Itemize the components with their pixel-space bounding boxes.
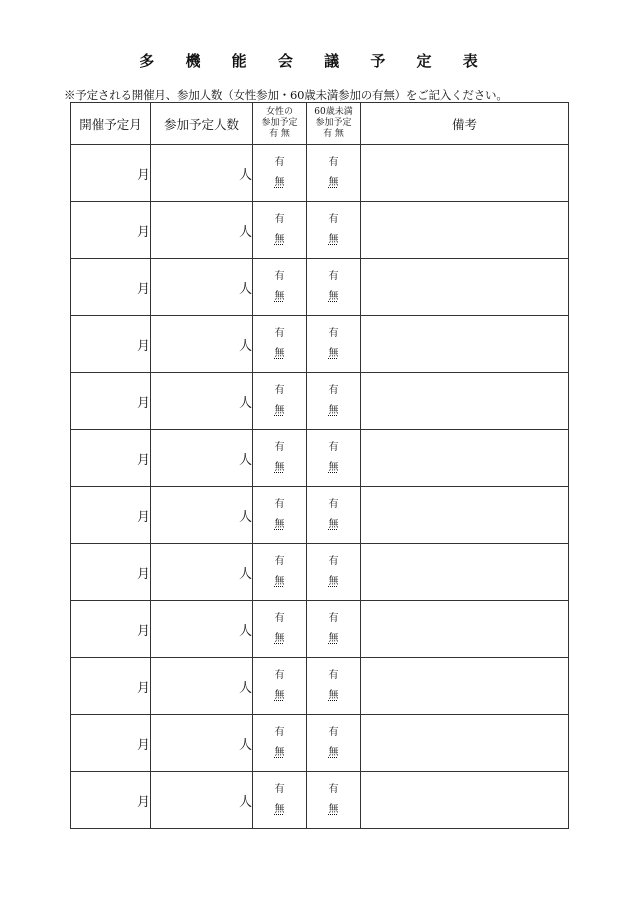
under60-yes-no-cell[interactable] (307, 259, 361, 316)
month-cell[interactable] (71, 373, 151, 430)
under60-no[interactable]: 無 (328, 576, 339, 587)
month-unit: 月 (136, 395, 150, 411)
under60-no[interactable]: 無 (328, 348, 339, 359)
table-row (71, 715, 569, 772)
women-no[interactable]: 無 (274, 177, 285, 188)
women-yes-no-cell[interactable] (253, 145, 307, 202)
month-unit: 月 (136, 509, 150, 525)
women-yes[interactable]: 有 (274, 556, 285, 567)
people-unit: 人 (238, 167, 252, 183)
remarks-cell[interactable] (361, 487, 569, 544)
instruction-note: ※予定される開催月、参加人数（女性参加・60歳未満参加の有無）をご記入ください。 (64, 88, 508, 102)
under60-yes-no-cell[interactable] (307, 715, 361, 772)
under60-no[interactable]: 無 (328, 633, 339, 644)
under60-yes[interactable]: 有 (328, 613, 339, 624)
under60-yes[interactable]: 有 (328, 556, 339, 567)
month-unit: 月 (136, 794, 150, 810)
month-cell[interactable] (71, 202, 151, 259)
under60-yes[interactable]: 有 (328, 157, 339, 168)
month-cell[interactable] (71, 601, 151, 658)
month-unit: 月 (136, 338, 150, 354)
remarks-cell[interactable] (361, 715, 569, 772)
people-cell[interactable] (151, 715, 253, 772)
under60-yes[interactable]: 有 (328, 385, 339, 396)
header-under60 (307, 103, 361, 145)
people-cell[interactable] (151, 601, 253, 658)
table-row (71, 202, 569, 259)
under60-yes[interactable]: 有 (328, 784, 339, 795)
women-no[interactable]: 無 (274, 234, 285, 245)
under60-yes-no-cell[interactable] (307, 202, 361, 259)
women-no[interactable]: 無 (274, 462, 285, 473)
women-yes[interactable]: 有 (274, 328, 285, 339)
under60-yes-no-cell[interactable] (307, 430, 361, 487)
under60-no[interactable]: 無 (328, 519, 339, 530)
month-cell[interactable] (71, 430, 151, 487)
month-cell[interactable] (71, 145, 151, 202)
women-no[interactable]: 無 (274, 633, 285, 644)
women-yes[interactable]: 有 (274, 214, 285, 225)
people-unit: 人 (238, 566, 252, 582)
table-row (71, 373, 569, 430)
table-row (71, 316, 569, 373)
women-yes[interactable]: 有 (274, 157, 285, 168)
table-row (71, 487, 569, 544)
people-unit: 人 (238, 338, 252, 354)
under60-yes[interactable]: 有 (328, 442, 339, 453)
header-under60-line3: 有 無 (323, 129, 344, 139)
under60-yes[interactable]: 有 (328, 271, 339, 282)
table-row (71, 544, 569, 601)
people-unit: 人 (238, 224, 252, 240)
under60-yes-no-cell[interactable] (307, 487, 361, 544)
remarks-cell[interactable] (361, 658, 569, 715)
header-under60-line1: 60歳未満 (314, 107, 353, 117)
women-yes[interactable]: 有 (274, 271, 285, 282)
under60-yes[interactable]: 有 (328, 214, 339, 225)
women-no[interactable]: 無 (274, 747, 285, 758)
under60-no[interactable]: 無 (328, 690, 339, 701)
people-cell[interactable] (151, 487, 253, 544)
women-yes[interactable]: 有 (274, 727, 285, 738)
under60-no[interactable]: 無 (328, 177, 339, 188)
people-cell[interactable] (151, 145, 253, 202)
women-yes[interactable]: 有 (274, 442, 285, 453)
women-yes[interactable]: 有 (274, 499, 285, 510)
month-cell[interactable] (71, 715, 151, 772)
women-yes-no-cell[interactable] (253, 316, 307, 373)
table-row (71, 772, 569, 829)
people-cell[interactable] (151, 259, 253, 316)
under60-no[interactable]: 無 (328, 747, 339, 758)
under60-no[interactable]: 無 (328, 804, 339, 815)
header-remarks: 備考 (361, 103, 569, 145)
table-row (71, 145, 569, 202)
under60-yes-no-cell[interactable] (307, 373, 361, 430)
people-cell[interactable] (151, 202, 253, 259)
under60-yes-no-cell[interactable] (307, 544, 361, 601)
under60-no[interactable]: 無 (328, 291, 339, 302)
under60-yes-no-cell[interactable] (307, 772, 361, 829)
people-unit: 人 (238, 680, 252, 696)
remarks-cell[interactable] (361, 373, 569, 430)
schedule-rows (71, 145, 569, 829)
people-unit: 人 (238, 281, 252, 297)
under60-yes-no-cell[interactable] (307, 145, 361, 202)
month-cell[interactable] (71, 316, 151, 373)
header-women-line1: 女性の (265, 107, 293, 117)
women-no[interactable]: 無 (274, 519, 285, 530)
month-unit: 月 (136, 224, 150, 240)
women-no[interactable]: 無 (274, 348, 285, 359)
people-cell[interactable] (151, 373, 253, 430)
header-women (253, 103, 307, 145)
header-row (71, 103, 569, 145)
table-row (71, 658, 569, 715)
people-unit: 人 (238, 737, 252, 753)
women-yes-no-cell[interactable] (253, 373, 307, 430)
remarks-cell[interactable] (361, 202, 569, 259)
women-yes-no-cell[interactable] (253, 658, 307, 715)
month-cell[interactable] (71, 487, 151, 544)
women-no[interactable]: 無 (274, 405, 285, 416)
under60-yes[interactable]: 有 (328, 328, 339, 339)
people-unit: 人 (238, 509, 252, 525)
remarks-cell[interactable] (361, 145, 569, 202)
people-unit: 人 (238, 794, 252, 810)
women-yes-no-cell[interactable] (253, 601, 307, 658)
under60-yes-no-cell[interactable] (307, 601, 361, 658)
month-unit: 月 (136, 623, 150, 639)
table-row (71, 601, 569, 658)
remarks-cell[interactable] (361, 601, 569, 658)
women-no[interactable]: 無 (274, 804, 285, 815)
month-cell[interactable] (71, 658, 151, 715)
header-women-line3: 有 無 (269, 129, 290, 139)
under60-no[interactable]: 無 (328, 405, 339, 416)
women-yes[interactable]: 有 (274, 670, 285, 681)
header-month: 開催予定月 (71, 103, 151, 145)
under60-no[interactable]: 無 (328, 234, 339, 245)
month-unit: 月 (136, 167, 150, 183)
people-cell[interactable] (151, 772, 253, 829)
month-cell[interactable] (71, 259, 151, 316)
women-yes-no-cell[interactable] (253, 772, 307, 829)
month-unit: 月 (136, 281, 150, 297)
under60-yes[interactable]: 有 (328, 499, 339, 510)
people-cell[interactable] (151, 430, 253, 487)
month-unit: 月 (136, 680, 150, 696)
month-cell[interactable] (71, 772, 151, 829)
remarks-cell[interactable] (361, 259, 569, 316)
header-under60-line2: 参加予定 (315, 118, 352, 128)
people-unit: 人 (238, 395, 252, 411)
remarks-cell[interactable] (361, 772, 569, 829)
remarks-cell[interactable] (361, 544, 569, 601)
women-yes[interactable]: 有 (274, 613, 285, 624)
women-yes-no-cell[interactable] (253, 202, 307, 259)
women-yes-no-cell[interactable] (253, 487, 307, 544)
page-title: 多 機 能 会 議 予 定 表 (139, 52, 491, 70)
women-yes-no-cell[interactable] (253, 259, 307, 316)
month-cell[interactable] (71, 544, 151, 601)
people-unit: 人 (238, 452, 252, 468)
women-yes[interactable]: 有 (274, 784, 285, 795)
women-yes-no-cell[interactable] (253, 544, 307, 601)
month-unit: 月 (136, 452, 150, 468)
women-yes-no-cell[interactable] (253, 430, 307, 487)
month-unit: 月 (136, 566, 150, 582)
women-yes[interactable]: 有 (274, 385, 285, 396)
table-row (71, 430, 569, 487)
people-cell[interactable] (151, 316, 253, 373)
under60-no[interactable]: 無 (328, 462, 339, 473)
month-unit: 月 (136, 737, 150, 753)
under60-yes-no-cell[interactable] (307, 316, 361, 373)
header-people: 参加予定人数 (151, 103, 253, 145)
under60-yes[interactable]: 有 (328, 727, 339, 738)
people-unit: 人 (238, 623, 252, 639)
table-row (71, 259, 569, 316)
people-cell[interactable] (151, 658, 253, 715)
women-no[interactable]: 無 (274, 576, 285, 587)
under60-yes-no-cell[interactable] (307, 658, 361, 715)
women-no[interactable]: 無 (274, 690, 285, 701)
women-no[interactable]: 無 (274, 291, 285, 302)
under60-yes[interactable]: 有 (328, 670, 339, 681)
schedule-table (70, 102, 569, 829)
women-yes-no-cell[interactable] (253, 715, 307, 772)
remarks-cell[interactable] (361, 430, 569, 487)
header-women-line2: 参加予定 (261, 118, 298, 128)
remarks-cell[interactable] (361, 316, 569, 373)
people-cell[interactable] (151, 544, 253, 601)
